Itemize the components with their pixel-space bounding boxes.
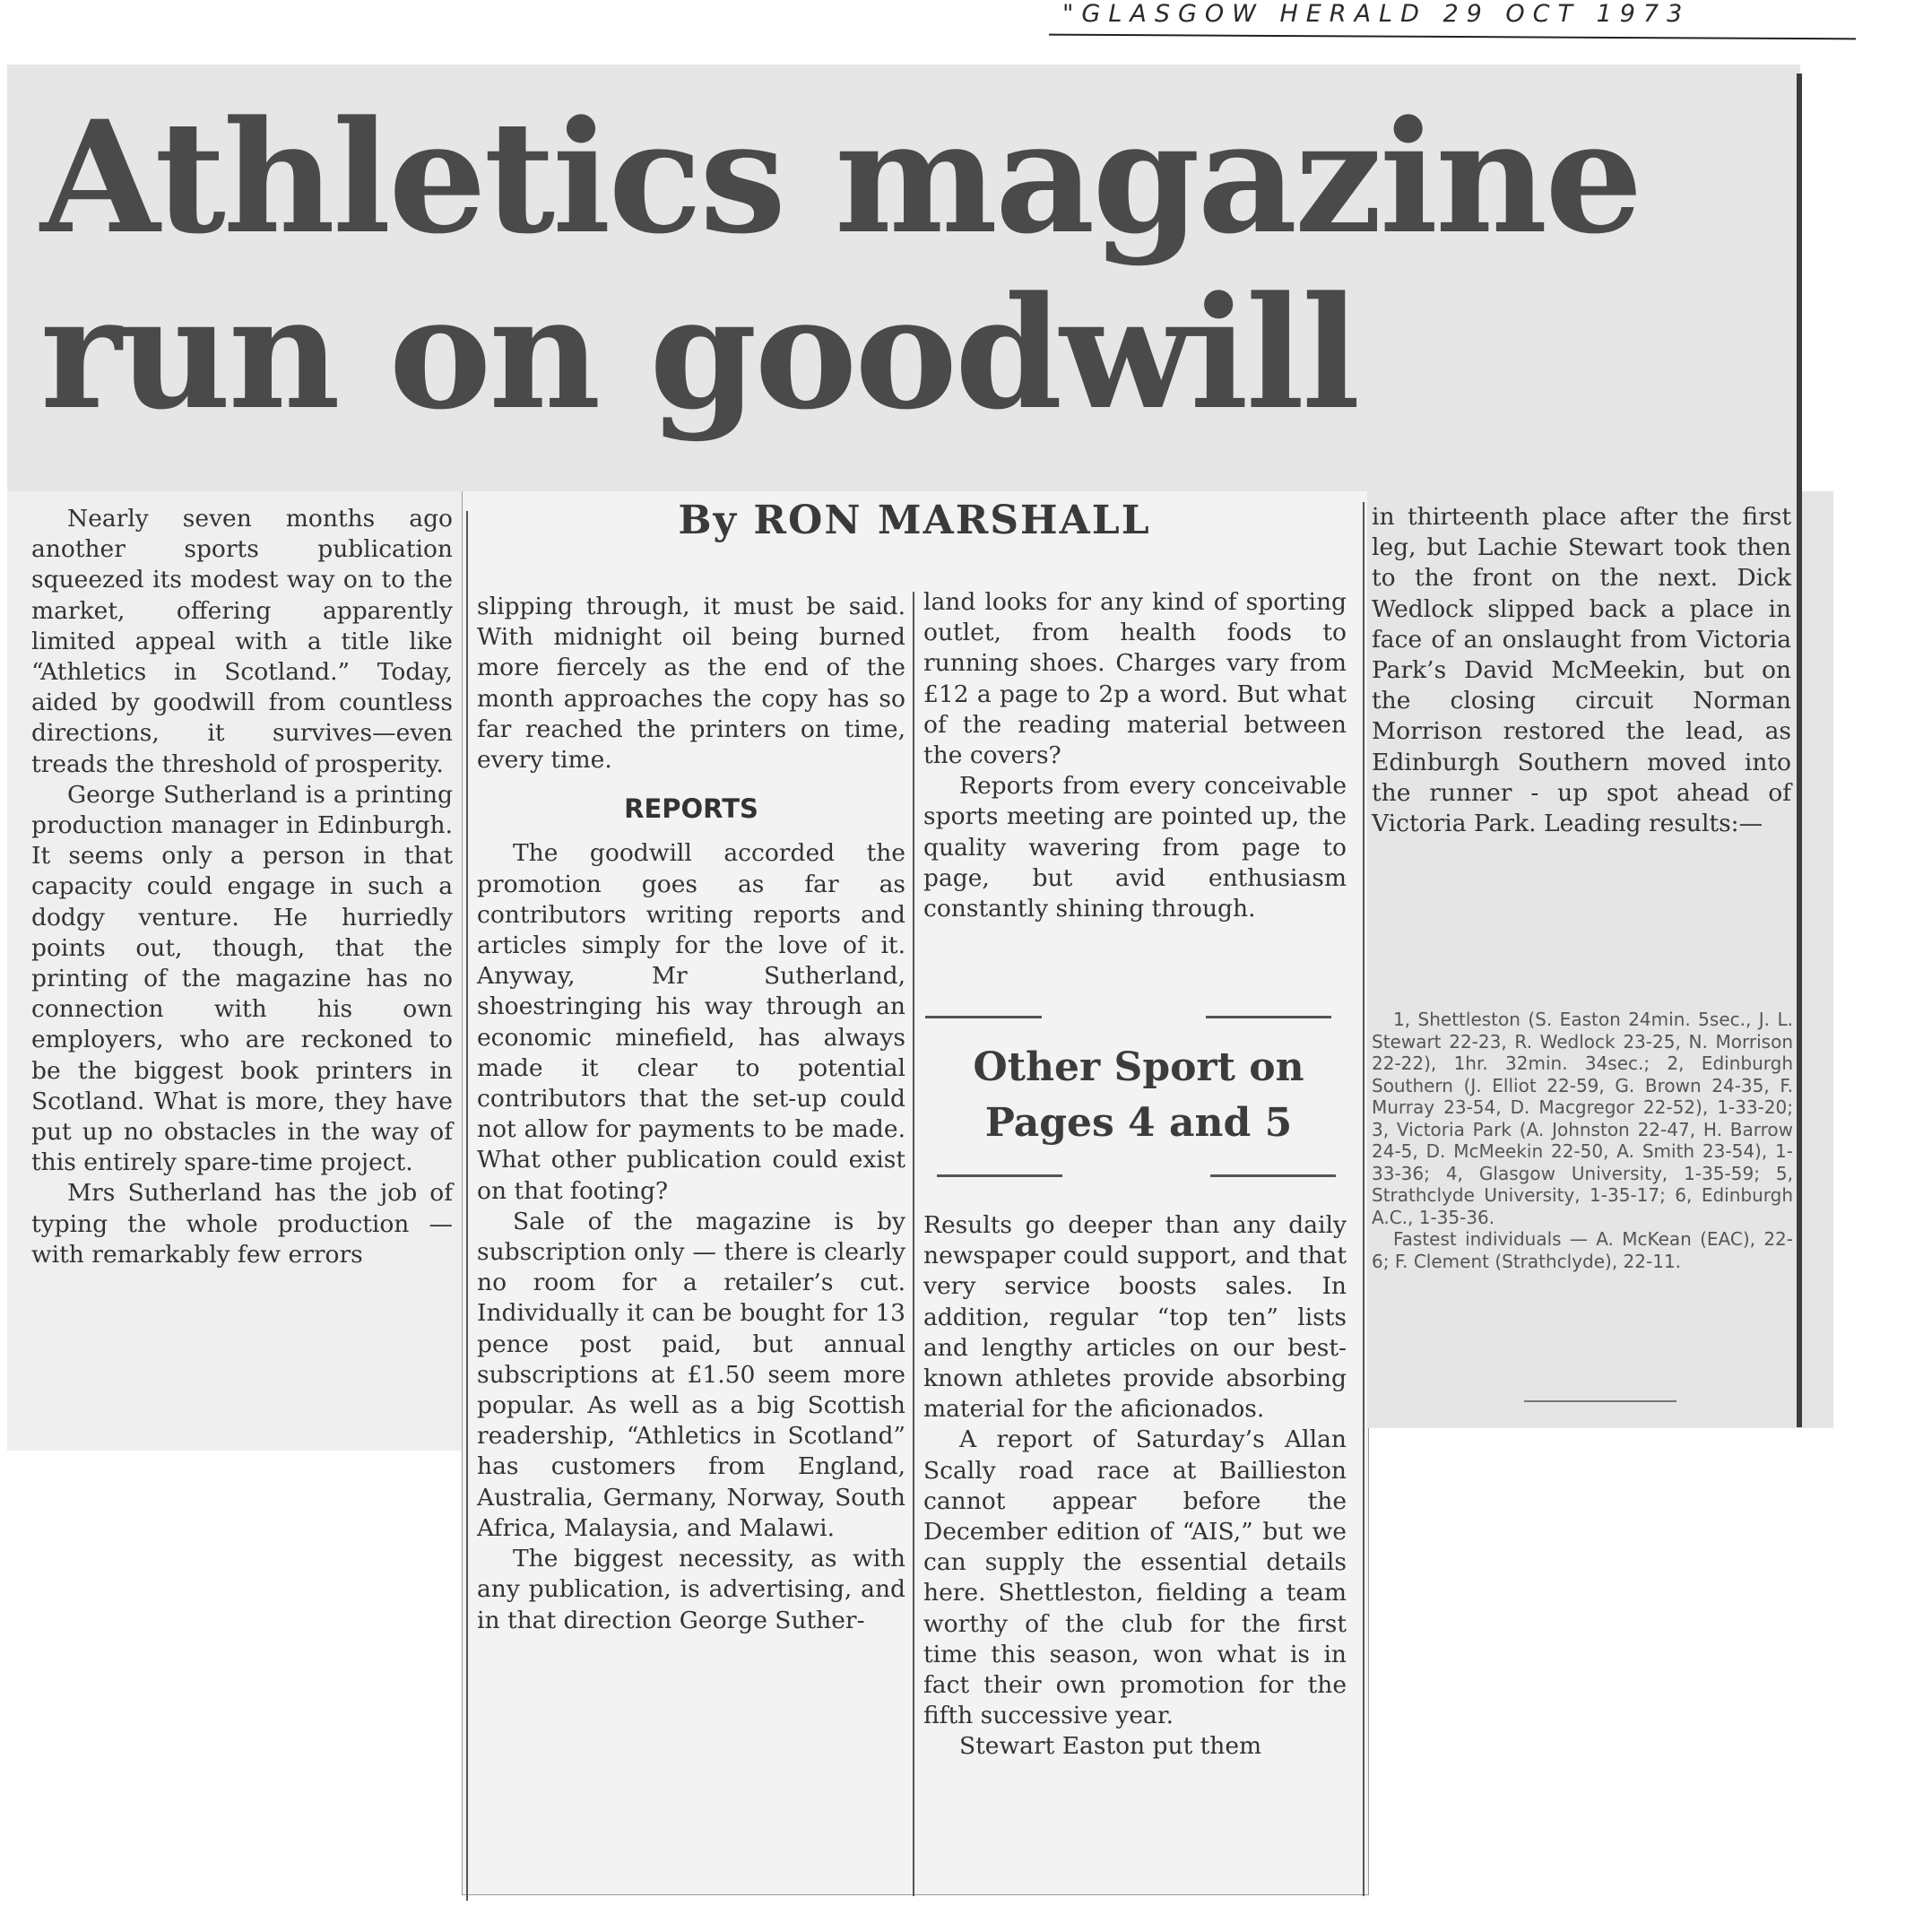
promo-rule bbox=[937, 1174, 1062, 1177]
end-rule bbox=[1524, 1400, 1676, 1402]
handwritten-source-note: "GLASGOW HERALD 29 OCT 1973 bbox=[1062, 0, 1691, 28]
paragraph: in thirteenth place after the first leg, but Lachie Stewart took then to the front on the next. Dick Wedlock slipped back a place in face of an onslaught from Victoria Park’s David McMeekin, but on the closing circuit Norman Morrison restored the lead, as Edinburgh Southern moved into the runner - up spot ahead of Victoria Park. Leading results:— bbox=[1372, 503, 1791, 838]
paragraph: Stewart Easton put them bbox=[959, 1732, 1262, 1761]
paragraph: Reports from every conceivable sports meeting are pointed up, the quality wavering from page to page, but avid enthusiasm constantly shining through. bbox=[923, 772, 1347, 923]
article-column-3-bottom bbox=[923, 1210, 1347, 1763]
fastest-individuals: Fastest individuals — A. McKean (EAC), 22-6; F. Clement (Strathclyde), 22-11. bbox=[1372, 1228, 1793, 1272]
paragraph: Results go deeper than any daily newspaper could support, and that very service boosts sales. In addition, regular “top ten” lists and lengthy articles on our best-known athletes provide absorbing material for the aficionados. bbox=[923, 1211, 1347, 1424]
article-column-2 bbox=[477, 592, 905, 1636]
headline-line-2: run on goodwill bbox=[40, 262, 1358, 444]
paragraph: George Sutherland is a printing production manager in Edinburgh. It seems only a person in that capacity could engage in such a dodgy venture. He hurriedly points out, though, that the printing of the magazine has no connection with his own employers, who are reckoned to be the biggest book printers in Scotland. What is more, they have put up no obstacles in the way of this entirely spare-time project. bbox=[31, 780, 453, 1177]
promo-rule bbox=[925, 1016, 1042, 1018]
byline: By RON MARSHALL bbox=[678, 498, 1151, 543]
results-list: 1, Shettleston (S. Easton 24min. 5sec., J. L. Stewart 22-23, R. Wedlock 23-25, N. Morrison 22-22), 1hr. 32min. 34sec.; 2, Edinburgh Southern (J. Elliot 22-59, G. Brown 24-35, F. Murray 23-54, D. Macgregor 22-52), 1-33-20; 3, Victoria Park (A. Johnston 22-47, H. Barrow 24-5, D. McMeekin 22-50, A. Smith 23-54), 1-33-36; 4, Glasgow University, 1-35-59; 5, Strathclyde University, 1-35-17; 6, Edinburgh A.C., 1-35-36. bbox=[1372, 1009, 1793, 1228]
article-column-3-top bbox=[923, 587, 1347, 924]
column-rule bbox=[913, 592, 914, 1896]
promo-rule bbox=[1206, 1016, 1331, 1018]
paragraph: Mrs Sutherland has the job of typing the whole production — with remarkably few errors bbox=[31, 1179, 453, 1269]
paragraph: land looks for any kind of sporting outlet, from health foods to running shoes. Charges vary from £12 a page to 2p a word. But what of the reading material between the covers? bbox=[923, 588, 1347, 770]
promo-rule bbox=[1210, 1174, 1336, 1177]
paragraph: Nearly seven months ago another sports publication squeezed its modest way on to the market, offering apparently limited appeal with a title like “Athletics in Scotland.” Today, aided by goodwill from countless directions, it survives—even treads the threshold of prosperity. bbox=[31, 505, 453, 778]
article-column-4 bbox=[1372, 502, 1791, 839]
article-column-1 bbox=[31, 504, 453, 1270]
column-rule bbox=[1363, 502, 1365, 1896]
other-sport-promo bbox=[928, 1040, 1349, 1151]
column-rule bbox=[466, 511, 468, 1901]
paragraph: Sale of the magazine is by subscription only — there is clearly no room for a retailer’s cut. Individually it can be bought for 13 pence post paid, but annual subscriptions at £1.50 seem more popular. As well as a big Scottish readership, “Athletics in Scotland” has customers from England, Australia, Germany, Norway, South Africa, Malaysia, and Malawi. bbox=[477, 1207, 905, 1542]
paragraph: The biggest necessity, as with any publication, is advertising, and in that direction George Suther- bbox=[477, 1545, 905, 1634]
subhead-reports: REPORTS bbox=[624, 793, 758, 825]
clipping-shadow-edge bbox=[1797, 74, 1802, 1427]
headline-line-1: Athletics magazine bbox=[40, 86, 1641, 268]
promo-line-1: Other Sport on bbox=[973, 1044, 1304, 1090]
race-results bbox=[1372, 1009, 1793, 1272]
headline bbox=[40, 86, 1780, 444]
promo-line-2: Pages 4 and 5 bbox=[984, 1100, 1293, 1146]
paragraph: A report of Saturday’s Allan Scally road race at Baillieston cannot appear before the December edition of “AIS,” but we can supply the essential details here. Shettleston, fielding a team worthy of the club for the first time this season, won what is in fact their own promotion for the fifth successive year. bbox=[923, 1425, 1347, 1730]
paragraph: The goodwill accorded the promotion goes as far as contributors writing reports and articles simply for the love of it. Anyway, Mr Sutherland, shoestringing his way through an economic minefield, has always made it clear to potential contributors that the set-up could not allow for payments to be made. What other publication could exist on that footing? bbox=[477, 839, 905, 1205]
paragraph: slipping through, it must be said. With midnight oil being burned more fiercely as the end of the month approaches the copy has so far reached the printers on time, every time. bbox=[477, 593, 905, 775]
